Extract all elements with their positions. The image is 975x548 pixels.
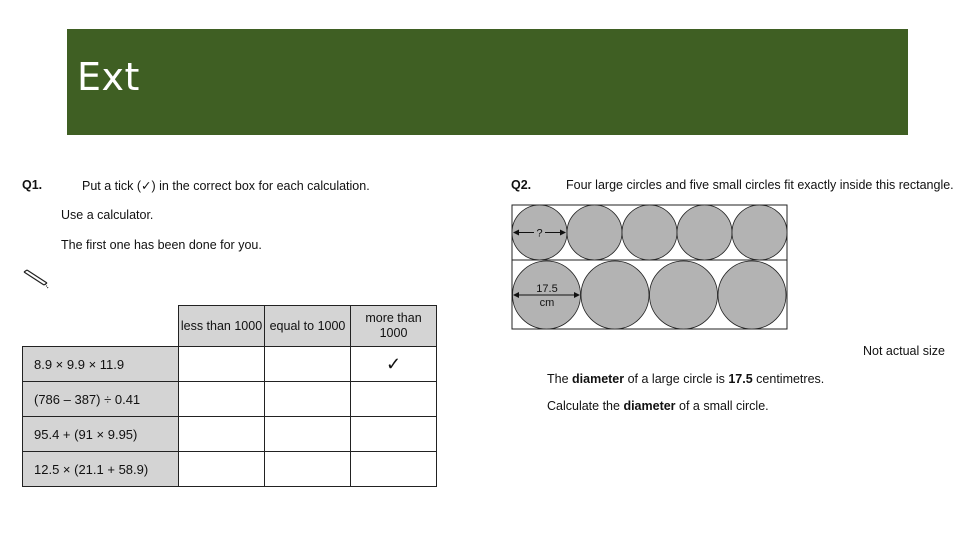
calculation-expression: 12.5 × (21.1 + 58.9) (23, 452, 179, 487)
calculation-table (22, 305, 437, 487)
answer-box-equal[interactable] (265, 347, 351, 382)
circles-rectangle-diagram (511, 204, 791, 332)
calculation-expression: 8.9 × 9.9 × 11.9 (23, 347, 179, 382)
text-fragment: Calculate the (547, 399, 624, 413)
q2-diameter-statement (547, 372, 824, 386)
text-fragment: of a large circle is (624, 372, 729, 386)
bold-term-diameter: diameter (623, 399, 676, 413)
table-header-row (23, 306, 437, 347)
q2-prompt: Four large circles and five small circles fit exactly inside this rectangle. (566, 178, 954, 192)
small-circle (567, 205, 622, 260)
pencil-icon (22, 268, 50, 290)
calculation-expression: 95.4 + (91 × 9.95) (23, 417, 179, 452)
small-circle (622, 205, 677, 260)
column-equal-to: equal to 1000 (265, 306, 351, 347)
slide-title: Ext (77, 55, 140, 99)
table-row (23, 347, 437, 382)
small-circle (677, 205, 732, 260)
table-row (23, 417, 437, 452)
answer-box-equal[interactable] (265, 382, 351, 417)
answer-box-more[interactable]: ✓ (351, 347, 437, 382)
q1-instruction: Use a calculator. (61, 208, 154, 222)
large-diameter-label: 17.5 (536, 283, 558, 295)
text-fragment: The (547, 372, 573, 386)
small-diameter-label: ? (536, 227, 543, 240)
large-circle (581, 261, 649, 329)
large-circle (650, 261, 718, 329)
column-less-than: less than 1000 (179, 306, 265, 347)
text-fragment: centimetres. (752, 372, 825, 386)
q2-task-statement (547, 399, 769, 413)
not-actual-size-note: Not actual size (863, 344, 945, 358)
q1-note: The first one has been done for you. (61, 238, 262, 252)
bold-term-diameter: diameter (572, 372, 625, 386)
text-fragment: of a small circle. (675, 399, 769, 413)
q2-number: Q2. (511, 178, 532, 192)
q1-prompt: Put a tick (✓) in the correct box for each calculation. (82, 179, 370, 193)
answer-box-equal[interactable] (265, 417, 351, 452)
bold-value: 17.5 (728, 372, 753, 386)
table-row (23, 382, 437, 417)
answer-box-more[interactable] (351, 382, 437, 417)
table-row (23, 452, 437, 487)
column-more-than: more than 1000 (351, 306, 437, 347)
answer-box-less[interactable] (179, 347, 265, 382)
answer-box-less[interactable] (179, 417, 265, 452)
table-corner (23, 306, 179, 347)
answer-box-more[interactable] (351, 452, 437, 487)
small-circle (732, 205, 787, 260)
answer-box-less[interactable] (179, 382, 265, 417)
title-banner (67, 29, 908, 135)
answer-box-less[interactable] (179, 452, 265, 487)
answer-box-more[interactable] (351, 417, 437, 452)
large-circle (718, 261, 786, 329)
answer-box-equal[interactable] (265, 452, 351, 487)
large-diameter-unit: cm (539, 297, 555, 309)
q1-number: Q1. (22, 178, 43, 192)
calculation-expression: (786 – 387) ÷ 0.41 (23, 382, 179, 417)
